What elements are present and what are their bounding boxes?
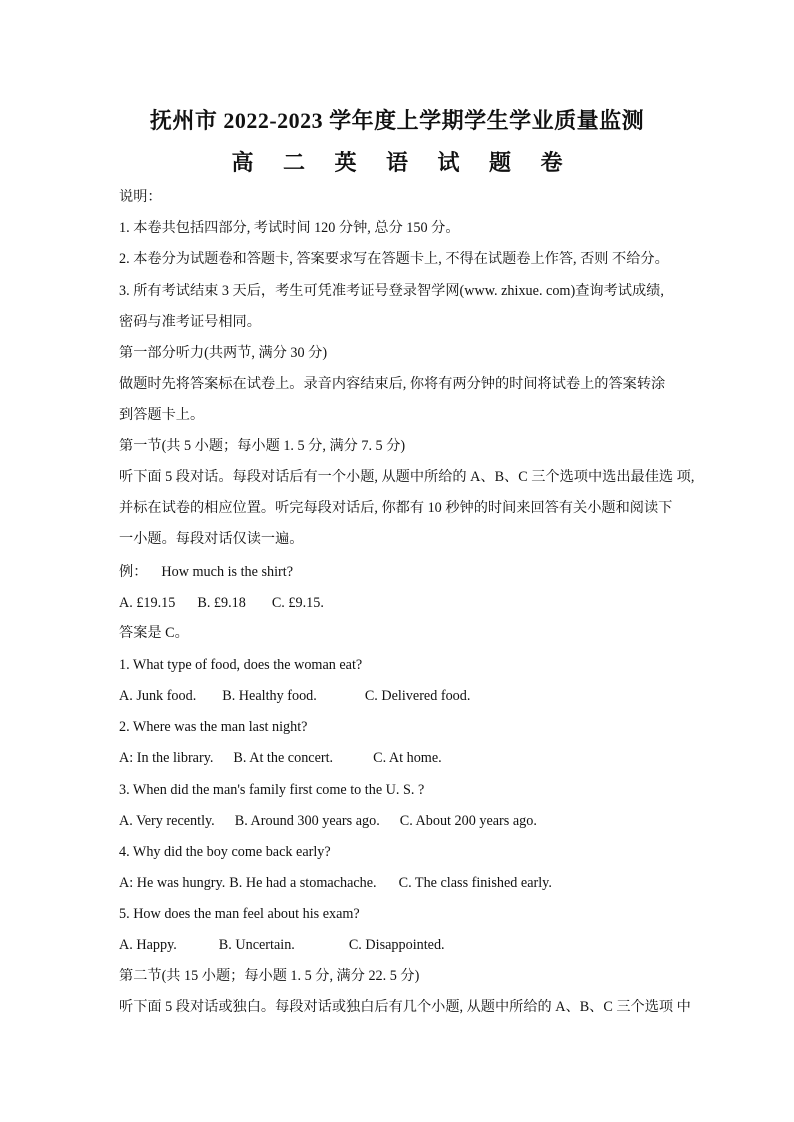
question-4-option-a: A: He was hungry.: [119, 875, 226, 891]
instructions-label: 说明：: [119, 189, 162, 205]
example-option-c: C. £9.15.: [271, 595, 324, 611]
question-1: 1. What type of food, does the woman eat?: [119, 657, 363, 673]
exam-subtitle: 高 二 英 语 试 题 卷: [231, 150, 575, 175]
question-3-option-a: A. Very recently.: [119, 813, 215, 829]
part1-intro-line-2: 到答题卡上。: [119, 407, 205, 423]
instruction-item-1: 1. 本卷共包括四部分, 考试时间 120 分钟, 总分 150 分。: [119, 220, 460, 236]
section2-heading: 第二节(共 15 小题；每小题 1. 5 分, 满分 22. 5 分): [119, 968, 420, 984]
example-label: 例：: [119, 564, 148, 580]
question-4-option-b: B. He had a stomachache.: [229, 875, 377, 891]
instruction-item-3-line-1: 3. 所有考试结束 3 天后，考生可凭准考证号登录智学网(www. zhixue. com)查询考试成绩,: [119, 283, 664, 299]
question-1-option-c: C. Delivered food.: [364, 688, 471, 704]
example-option-a: A. £19.15: [119, 595, 176, 611]
example-question-line: [119, 562, 689, 582]
question-3-option-c: C. About 200 years ago.: [399, 813, 537, 829]
instruction-item-3-line-2: 密码与准考证号相同。: [119, 314, 261, 330]
question-4-option-c: C. The class finished early.: [398, 875, 552, 891]
question-2-options: [119, 748, 689, 768]
example-question: How much is the shirt?: [161, 564, 293, 580]
question-4-options: [119, 873, 689, 893]
section1-desc-line-2: 并标在试卷的相应位置。听完每段对话后, 你都有 10 秒钟的时间来回答有关小题和阅读下: [119, 500, 673, 516]
question-1-option-a: A. Junk food.: [119, 688, 197, 704]
question-1-options: [119, 686, 689, 706]
question-1-option-b: B. Healthy food.: [222, 688, 317, 704]
section1-desc-line-3: 一小题。每段对话仅读一遍。: [119, 531, 304, 547]
part1-intro-line-1: 做题时先将答案标在试卷上。录音内容结束后, 你将有两分钟的时间将试卷上的答案转涂: [119, 376, 666, 392]
example-options: [119, 593, 689, 613]
question-5: 5. How does the man feel about his exam?: [119, 906, 360, 922]
section1-heading: 第一节(共 5 小题；每小题 1. 5 分, 满分 7. 5 分): [119, 438, 406, 454]
question-5-options: [119, 935, 689, 955]
question-2-option-b: B. At the concert.: [233, 750, 334, 766]
exam-title: 抚州市 2022-2023 学年度上学期学生学业质量监测: [149, 108, 645, 133]
question-5-option-c: C. Disappointed.: [348, 937, 445, 953]
instruction-item-2: 2. 本卷分为试题卷和答题卡, 答案要求写在答题卡上, 不得在试题卷上作答, 否则 不给分。: [119, 251, 669, 267]
question-3-option-b: B. Around 300 years ago.: [234, 813, 380, 829]
question-2-option-c: C. At home.: [373, 750, 442, 766]
section1-desc-line-1: 听下面 5 段对话。每段对话后有一个小题, 从题中所给的 A、B、C 三个选项中选出最佳选 项,: [119, 469, 695, 485]
question-2-option-a: A: In the library.: [119, 750, 214, 766]
question-5-option-b: B. Uncertain.: [218, 937, 295, 953]
section2-desc-line-1: 听下面 5 段对话或独白。每段对话或独白后有几个小题, 从题中所给的 A、B、C 三个选项 中: [119, 999, 691, 1015]
question-3: 3. When did the man's family first come to the U. S. ?: [119, 782, 425, 798]
question-4: 4. Why did the boy come back early?: [119, 844, 331, 860]
question-5-option-a: A. Happy.: [119, 937, 177, 953]
example-answer: 答案是 C。: [119, 625, 189, 641]
example-option-b: B. £9.18: [197, 595, 246, 611]
part1-heading: 第一部分听力(共两节, 满分 30 分): [119, 345, 328, 361]
question-3-options: [119, 811, 689, 831]
question-2: 2. Where was the man last night?: [119, 719, 308, 735]
